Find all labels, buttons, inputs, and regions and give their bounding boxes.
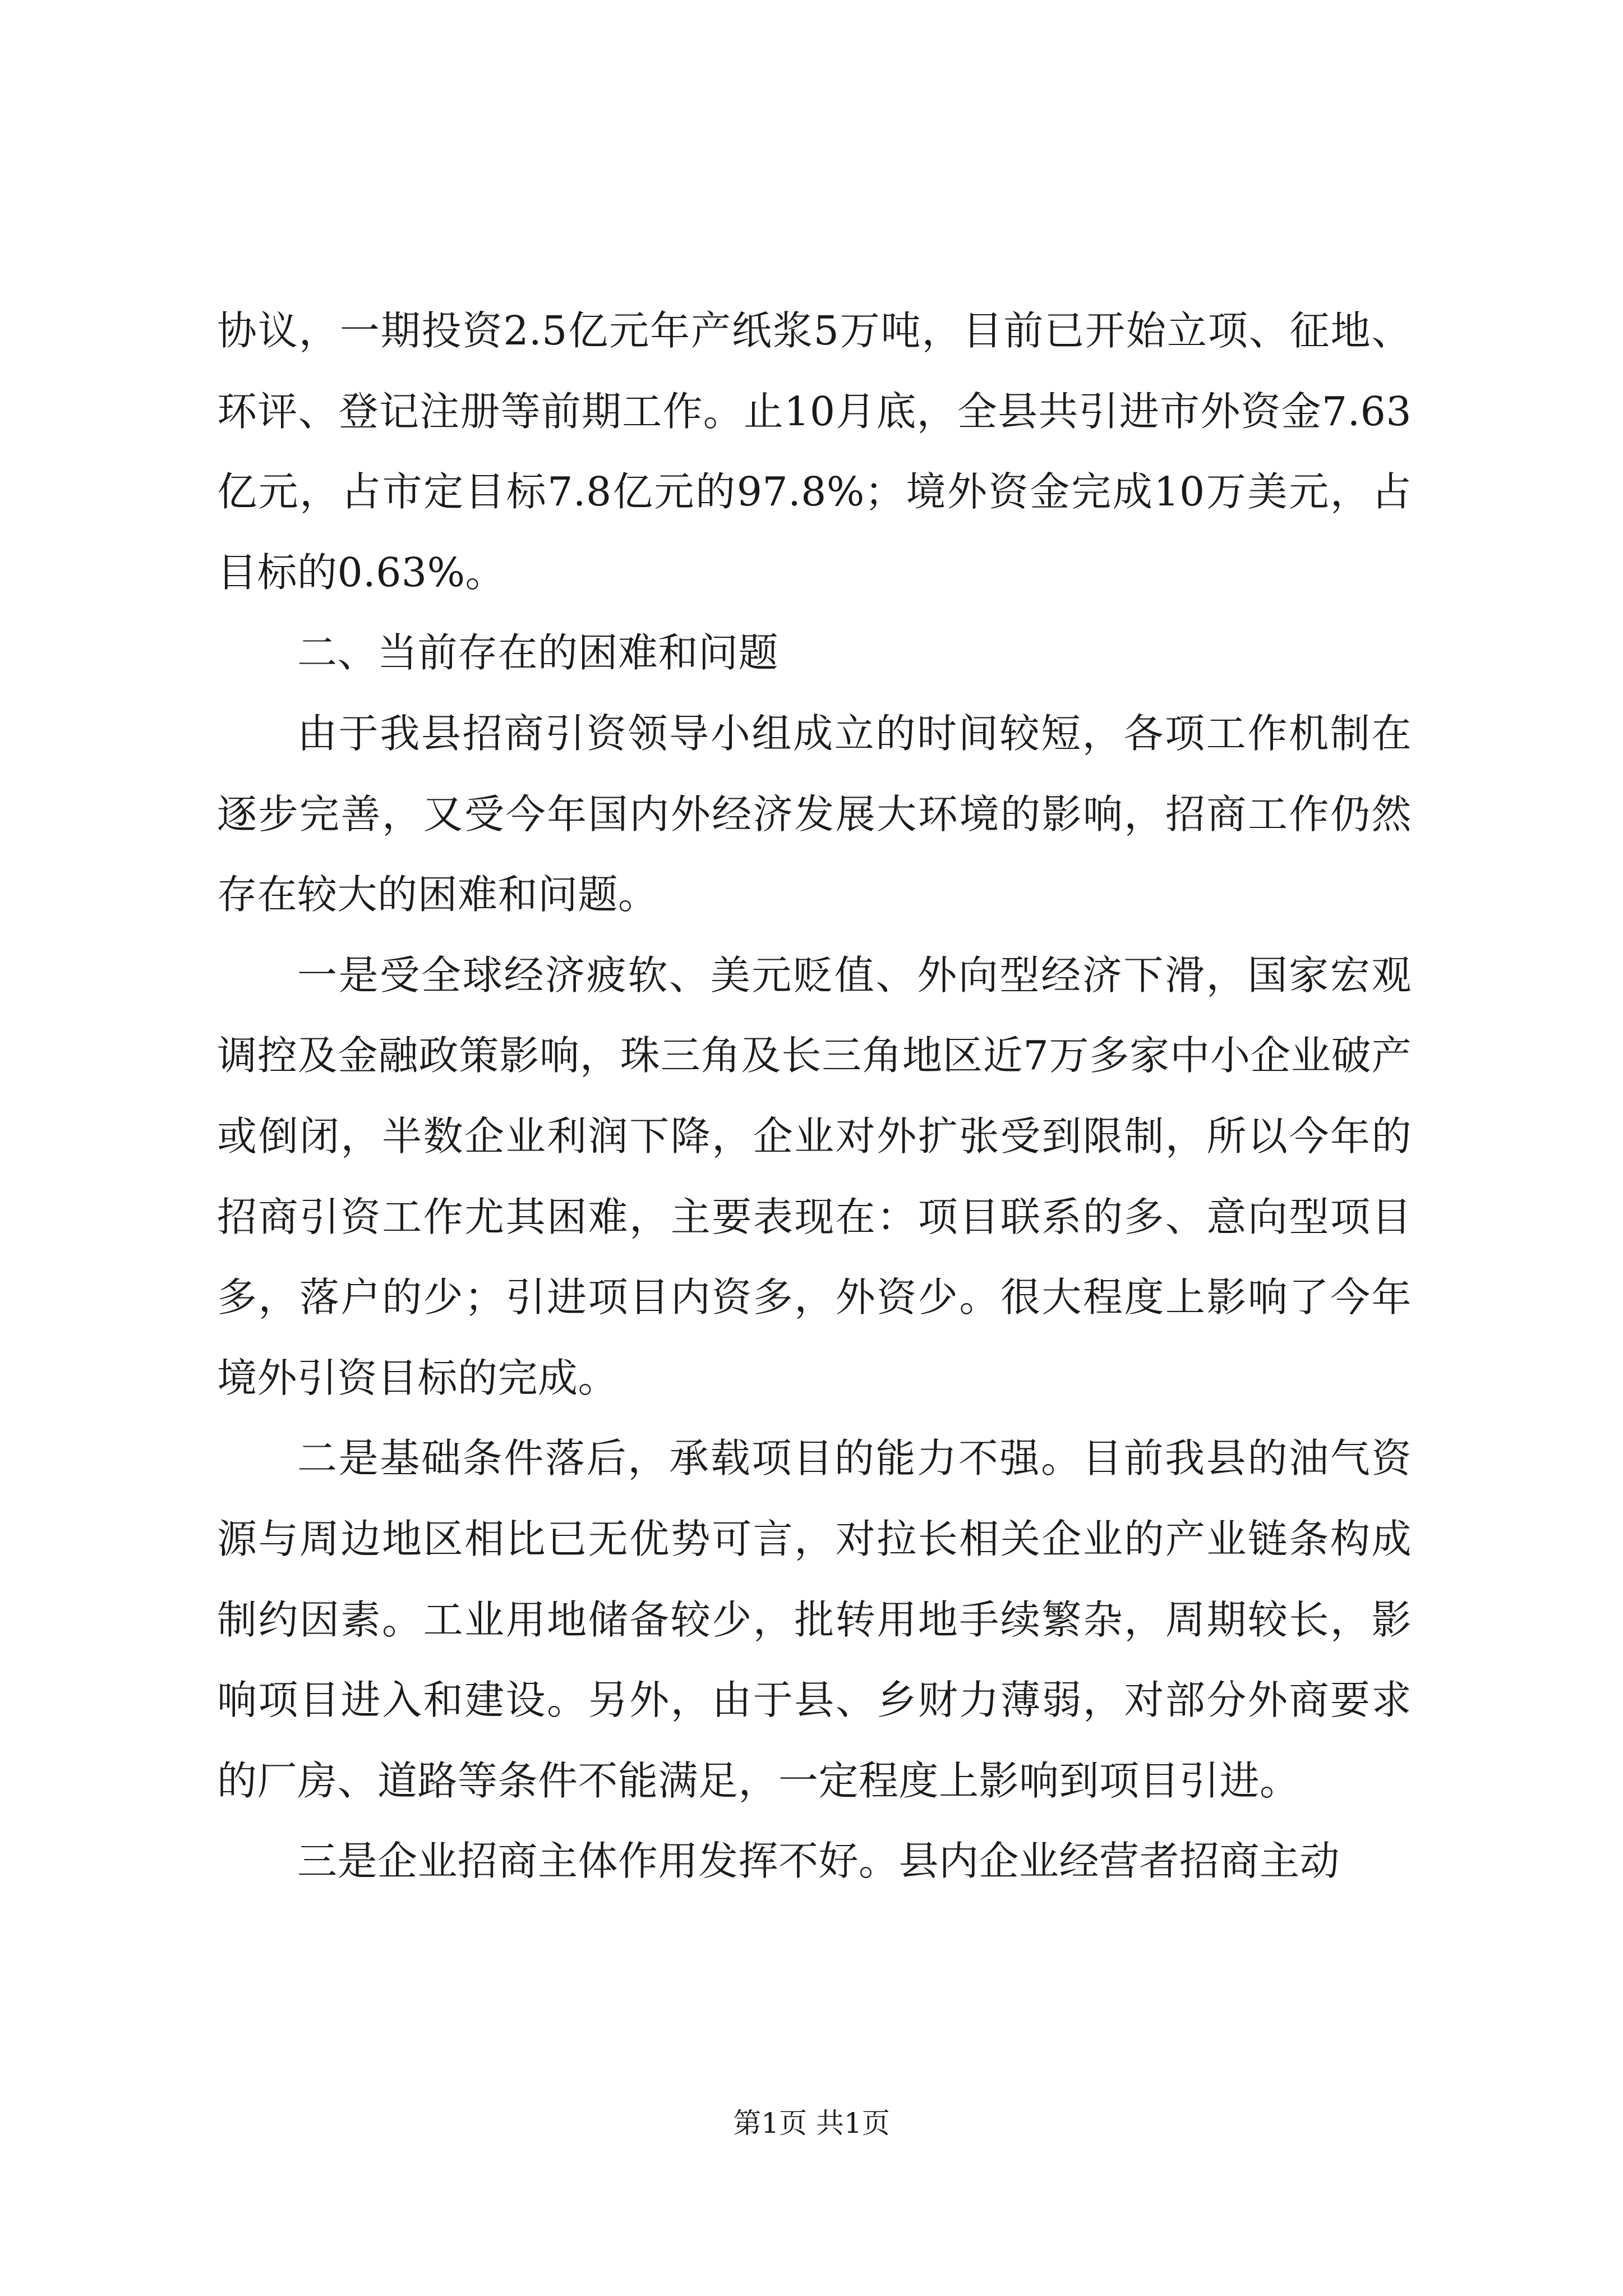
section-heading: 二、当前存在的困难和问题 [297, 629, 779, 677]
page-footer: 第1页 共1页 [733, 2107, 890, 2139]
paragraph-point-one: 一是受全球经济疲软、美元贬值、外向型经济下滑，国家宏观调控及金融政策影响，珠三角及长三角地区近7万多家中小企业破产或倒闭，半数企业利润下降，企业对外扩张受到限制，所以今年的招商引资工作尤其困难，主要表现在：项目联系的多、意向型项目多，落户的少；引进项目内资多，外资少。很大程度上影响了今年境外引资目标的完成。 [217, 951, 1412, 1401]
paragraph-point-three: 三是企业招商主体作用发挥不好。县内企业经营者招商主动 [297, 1838, 1340, 1885]
paragraph-intro: 由于我县招商引资领导小组成立的时间较短，各项工作机制在逐步完善，又受今年国内外经济发展大环境的影响，招商工作仍然存在较大的困难和问题。 [217, 710, 1412, 918]
document-body [217, 291, 1412, 1902]
paragraph-point-two: 二是基础条件落后，承载项目的能力不强。目前我县的油气资源与周边地区相比已无优势可言，对拉长相关企业的产业链条构成制约因素。工业用地储备较少，批转用地手续繁杂，周期较长，影响项目进入和建设。另外，由于县、乡财力薄弱，对部分外商要求的厂房、道路等条件不能满足，一定程度上影响到项目引进。 [217, 1435, 1412, 1804]
paragraph-continuation: 协议，一期投资2.5亿元年产纸浆5万吨，目前已开始立项、征地、环评、登记注册等前期工作。止10月底，全县共引进市外资金7.63亿元，占市定目标7.8亿元的97.8%；境外资金完成10万美元，占目标的0.63%。 [217, 307, 1412, 596]
